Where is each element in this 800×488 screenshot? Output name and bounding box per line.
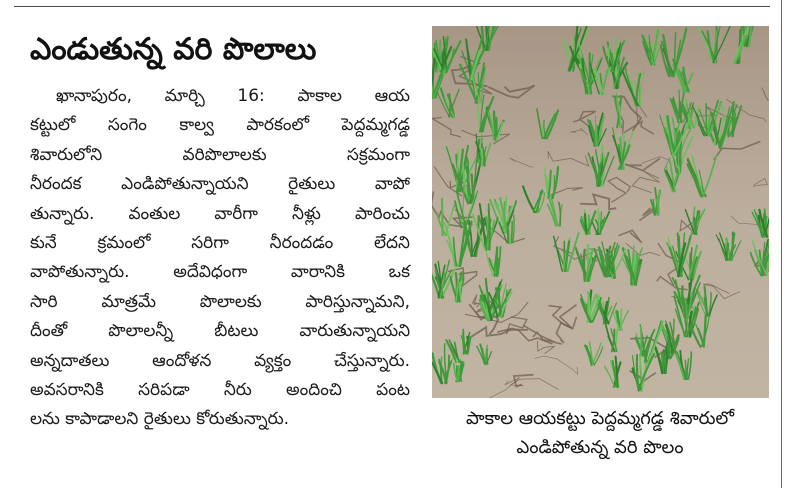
top-rule <box>14 6 770 7</box>
photo-caption <box>424 404 776 462</box>
seedling-blade <box>584 250 585 281</box>
article-headline: ఎండుతున్న వరి పొలాలు <box>30 32 317 67</box>
article-line: సారి మాత్రమే పొలాలకు పారిస్తున్నామని, <box>30 291 410 312</box>
caption-line: పాకాల ఆయకట్టు పెద్దమ్మగడ్డ శివారులో <box>465 408 735 429</box>
column-divider <box>781 0 782 488</box>
article-line: ఖానాపురం, మార్చి 16: పాకాల ఆయ <box>56 86 410 106</box>
article-line: అవసరానికి సరిపడా నీరు అందించి పంట <box>30 379 410 400</box>
seedling-blade <box>597 126 598 146</box>
seedling-blade <box>706 104 707 136</box>
paddy-field-photo <box>432 26 769 398</box>
seedling-blade <box>507 223 508 243</box>
article-line: అన్నదాతలు ఆందోళన వ్యక్తం చేస్తున్నారు. <box>30 350 410 371</box>
dried-paddy-field-image <box>432 26 769 398</box>
article-line: లను కాపాడాలని రైతులు కోరుతున్నారు. <box>30 409 290 430</box>
seedling-blade <box>449 94 450 117</box>
seedling-blade <box>590 53 591 93</box>
seedling-blade <box>621 309 622 330</box>
article-line: వాపోతున్నారు. అదేవిధంగా వారానికి ఒక <box>30 262 410 283</box>
article-line: తున్నారు. వంతుల వారీగా నీళ్లు పారించు <box>30 203 410 224</box>
article-line: శివారులోని వరిపొలాలకు సక్రమంగా <box>30 144 410 165</box>
article-body <box>30 82 410 435</box>
seedling-blade <box>641 327 642 356</box>
caption-line: ఎండిపోతున్న వరి పొలం <box>516 437 684 458</box>
article-line: కట్టులో సంగెం కాల్వ పారకంలో పెద్దమ్మగడ్డ <box>30 115 410 136</box>
seedling-blade <box>511 222 512 243</box>
article-line: నీరందక ఎండిపోతున్నాయని రైతులు వాపో <box>30 174 410 195</box>
seedling-blade <box>482 149 483 166</box>
article-line: దీంతో పొలాలన్నీ బీటలు వారుతున్నాయని <box>30 321 410 342</box>
article-line: కునే క్రమంలో సరిగా నీరందడం లేదని <box>30 232 410 253</box>
